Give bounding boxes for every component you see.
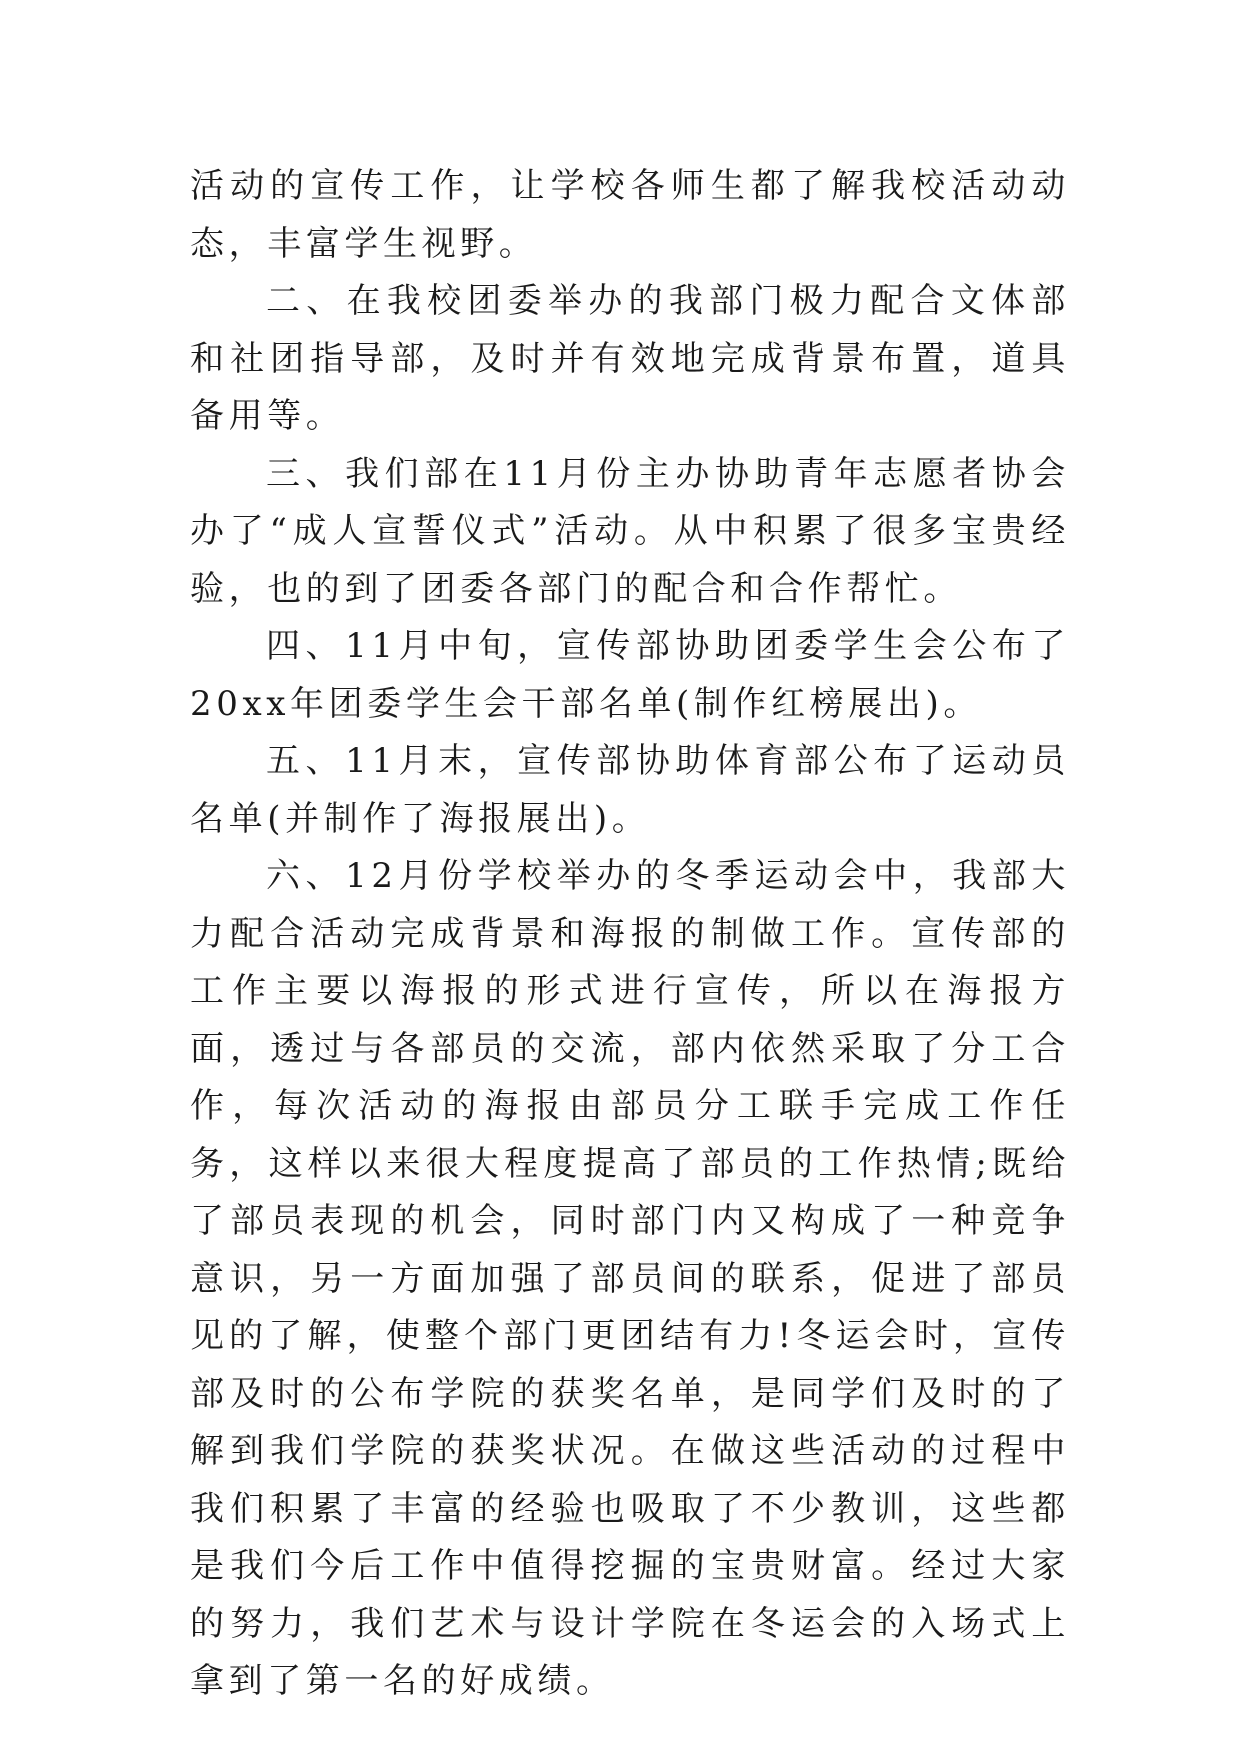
paragraph-item-4: 四、11月中旬，宣传部协助团委学生会公布了20xx年团委学生会干部名单(制作红榜展出)。 [190, 626, 1070, 724]
paragraph-item-3: 三、我们部在11月份主办协助青年志愿者协会办了“成人宣誓仪式”活动。从中积累了很多宝贵经验，也的到了团委各部门的配合和合作帮忙。 [190, 453, 1070, 609]
paragraph-item-5: 五、11月末，宣传部协助体育部公布了运动员名单(并制作了海报展出)。 [190, 741, 1070, 839]
paragraph-item-6: 六、12月份学校举办的冬季运动会中，我部大力配合活动完成背景和海报的制做工作。宣传部的工作主要以海报的形式进行宣传，所以在海报方面，透过与各部员的交流，部内依然采取了分工合作，每次活动的海报由部员分工联手完成工作任务，这样以来很大程度提高了部员的工作热情;既给了部员表现的机会，同时部门内又构成了一种竞争意识，另一方面加强了部员间的联系，促进了部员见的了解，使整个部门更团结有力!冬运会时，宣传部及时的公布学院的获奖名单，是同学们及时的了解到我们学院的获奖状况。在做这些活动的过程中我们积累了丰富的经验也吸取了不少教训，这些都是我们今后工作中值得挖掘的宝贵财富。经过大家的努力，我们艺术与设计学院在冬运会的入场式上拿到了第一名的好成绩。 [190, 856, 1070, 1701]
paragraph-item-2: 二、在我校团委举办的我部门极力配合文体部和社团指导部，及时并有效地完成背景布置，道具备用等。 [190, 281, 1070, 436]
paragraph-continuation: 活动的宣传工作，让学校各师生都了解我校活动动态，丰富学生视野。 [190, 166, 1070, 264]
document-body [190, 158, 1070, 1711]
